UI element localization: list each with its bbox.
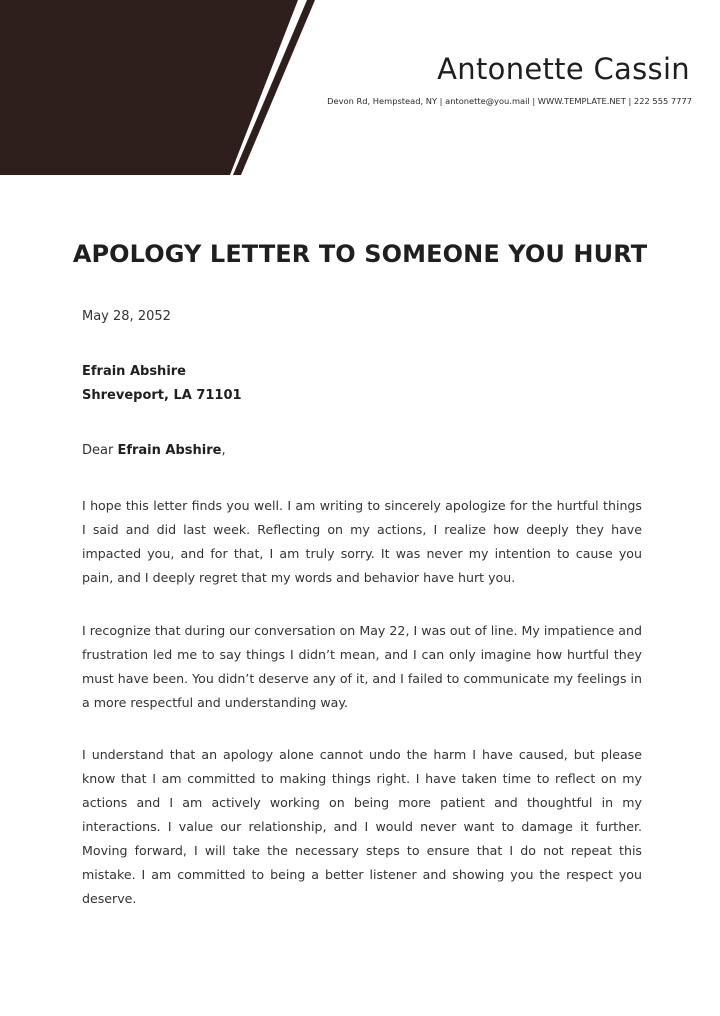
salutation: [82, 439, 226, 463]
body-paragraph-1: I hope this letter finds you well. I am writing to sincerely apologize for the hurtful things I said and did last week. Reflecting on my actions, I realize how deeply they have impacted you, and for that, I am truly sorry. It was never my intention to cause you pain, and I deeply regret that my words and behavior have hurt you.: [82, 498, 642, 585]
header-decoration: [0, 0, 320, 175]
document-title: APOLOGY LETTER TO SOMEONE YOU HURT: [72, 240, 648, 268]
recipient-name: Efrain Abshire: [82, 364, 186, 379]
recipient-block: [82, 360, 242, 408]
salutation-name: Efrain Abshire: [117, 443, 222, 458]
sender-contact-line: Devon Rd, Hempstead, NY | antonette@you.mail | WWW.TEMPLATE.NET | 222 555 7777: [327, 96, 692, 106]
recipient-address: Shreveport, LA 71101: [82, 388, 242, 403]
body-paragraph-2: I recognize that during our conversation on May 22, I was out of line. My impatience and frustration led me to say things I didn’t mean, and I can only imagine how hurtful they must have been. You didn’t deserve any of it, and I failed to communicate my feelings in a more respectful and understanding way.: [82, 623, 643, 710]
body-paragraph-3: I understand that an apology alone cannot undo the harm I have caused, but please know that I am committed to making things right. I have taken time to reflect on my actions and I am actively working on being more patient and thoughtful in my interactions. I value our relationship, and I would never want to damage it further. Moving forward, I will take the necessary steps to ensure that I do not repeat this mistake. I am committed to being a better listener and showing you the respect you deserve.: [82, 747, 642, 906]
sender-name: Antonette Cassin: [437, 52, 690, 86]
letter-date: May 28, 2052: [82, 309, 171, 324]
salutation-prefix: Dear: [82, 443, 118, 458]
salutation-suffix: ,: [221, 443, 226, 458]
header-dark-block: [0, 0, 298, 175]
